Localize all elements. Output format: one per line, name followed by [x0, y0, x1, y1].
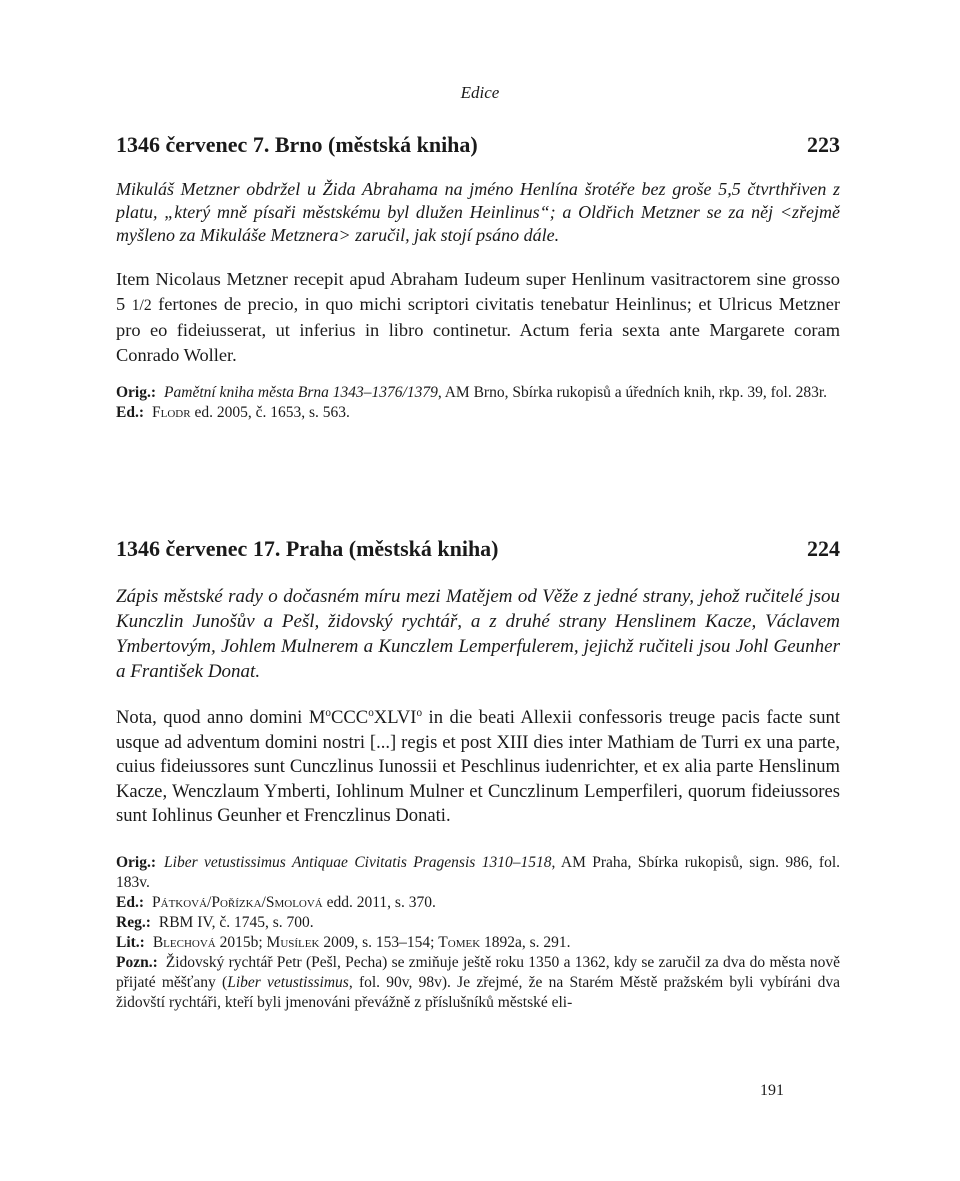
source-title: Pamětní kniha města Brna 1343–1376/1379	[164, 384, 438, 401]
note-source-title: Liber vetustissimus	[227, 973, 349, 991]
latin-text-part: Nota, quod anno domini M	[116, 707, 326, 728]
entry-number: 223	[807, 132, 840, 157]
apparatus-ed	[116, 893, 840, 913]
edition-reference: ed. 2005, č. 1653, s. 563.	[190, 404, 350, 421]
entry-number: 224	[807, 536, 840, 561]
superscript-o: o	[325, 706, 331, 719]
regest-reference: RBM IV, č. 1745, s. 700.	[158, 913, 314, 931]
edition-entry	[116, 130, 840, 423]
edition-reference: edd. 2011, s. 370.	[322, 893, 436, 911]
entry-heading	[116, 130, 840, 160]
apparatus-label: Pozn.:	[116, 953, 158, 971]
source-location: , AM Brno, Sbírka rukopisů a úředních knih, rkp. 39, fol. 283r.	[437, 384, 828, 401]
entry-heading	[116, 534, 840, 564]
note-text: Židovský rychtář Petr (Pešl, Pecha) se zmiňuje ještě roku 1350 a 1362, kdy se zaručil za dva do města nově přijaté měšťany (	[116, 953, 840, 991]
latin-text-part: in die beati Allexii confessoris treuge pacis facte sunt usque ad adventum domini nostri [...] regis et post XIII dies inter Mathiam de Turri ex una parte, cuius fideiussores sunt Cunczlinus Iunossii et Peschlinus iudenrichter, et ex alia parte Henslinum Kacze, Wenczlaum Ymberti, Iohlinum Mulner et Cunczlinum Lemperfileri, quorum fideiussores sunt Iohlinus Geunher et Frenczlinus Donati.	[116, 707, 840, 826]
apparatus-label: Reg.:	[116, 913, 151, 931]
entry-date-place: 1346 červenec 17. Praha (městská kniha)	[116, 536, 499, 561]
superscript-o: o	[368, 706, 374, 719]
literature-reference: 2015b;	[215, 933, 267, 951]
author-name: Blechová	[152, 933, 216, 951]
latin-text-part: fertones de precio, in quo michi scriptori civitatis tenebatur Heinlinus; et Ulricus Metzner pro eo fideiusserat, ut inferius in libro continetur. Actum feria sexta ante Margarete coram Conrado Woller.	[116, 293, 841, 365]
entry-latin-text	[116, 267, 840, 367]
apparatus-label: Lit.:	[116, 933, 145, 951]
entry-regest: Zápis městské rady o dočasném míru mezi Matějem od Věže z jedné strany, jehož ručitelé jsou Kunczlin Junošův a Pešl, židovský rychtář, a z druhé strany Henslinem Kacze, Václavem Ymbertovým, Johlem Mulnerem a Kunczlem Lemperfulerem, jejichž ručiteli jsou Johl Geunher a František Donat.	[116, 586, 840, 682]
apparatus-lit	[116, 933, 840, 953]
author-name: Musílek	[266, 933, 320, 951]
entry-apparatus	[116, 853, 840, 1013]
entry-apparatus	[116, 383, 840, 423]
entry-regest: Mikuláš Metzner obdržel u Žida Abrahama na jméno Henlína šrotéře bez groše 5,5 čtvrthřiven z platu, „který mně písaři městskému byl dlužen Heinlinus“; a Oldřich Metzner se za něj <zřejmě myšleno za Mikuláše Metznera> zaručil, jak stojí psáno dále.	[116, 179, 840, 245]
author-name: Tomek	[438, 933, 481, 951]
apparatus-label: Orig.:	[116, 853, 157, 871]
latin-text-part: CCC	[330, 707, 369, 728]
apparatus-note	[116, 953, 840, 1013]
entry-latin-text	[116, 706, 840, 829]
fraction-half: 1/2	[131, 296, 152, 314]
apparatus-ed	[116, 403, 840, 423]
edition-entry	[116, 534, 840, 1013]
apparatus-orig	[116, 853, 840, 893]
apparatus-label: Orig.:	[116, 384, 157, 401]
apparatus-label: Ed.:	[116, 893, 144, 911]
editor-name: Flodr	[152, 404, 191, 421]
source-location: , AM Praha, Sbírka rukopisů, sign. 986, fol. 183v.	[116, 853, 841, 891]
superscript-o: o	[416, 706, 423, 719]
apparatus-reg	[116, 913, 840, 933]
page-number: 191	[760, 1082, 784, 1099]
latin-text-part: XLVI	[373, 707, 417, 728]
literature-reference: 2009, s. 153–154;	[319, 933, 439, 951]
entry-date-place: 1346 červenec 7. Brno (městská kniha)	[116, 132, 478, 157]
editor-name: Pátková/Pořízka/Smolová	[152, 893, 323, 911]
note-text: , fol. 90v, 98v). Je zřejmé, že na Starém Městě pražském byli vybíráni dva židovští rychtáři, kteří byli jmenováni převážně z příslušníků městské eli-	[116, 973, 840, 1011]
apparatus-orig	[116, 383, 840, 403]
apparatus-label: Ed.:	[116, 404, 144, 421]
latin-text-part: Item Nicolaus Metzner recepit apud Abraham Iudeum super Henlinum vasitractorem sine grosso 5	[116, 269, 840, 314]
running-head: Edice	[460, 83, 500, 102]
source-title: Liber vetustissimus Antiquae Civitatis Pragensis 1310–1518	[164, 853, 552, 871]
literature-reference: 1892a, s. 291.	[480, 933, 571, 951]
